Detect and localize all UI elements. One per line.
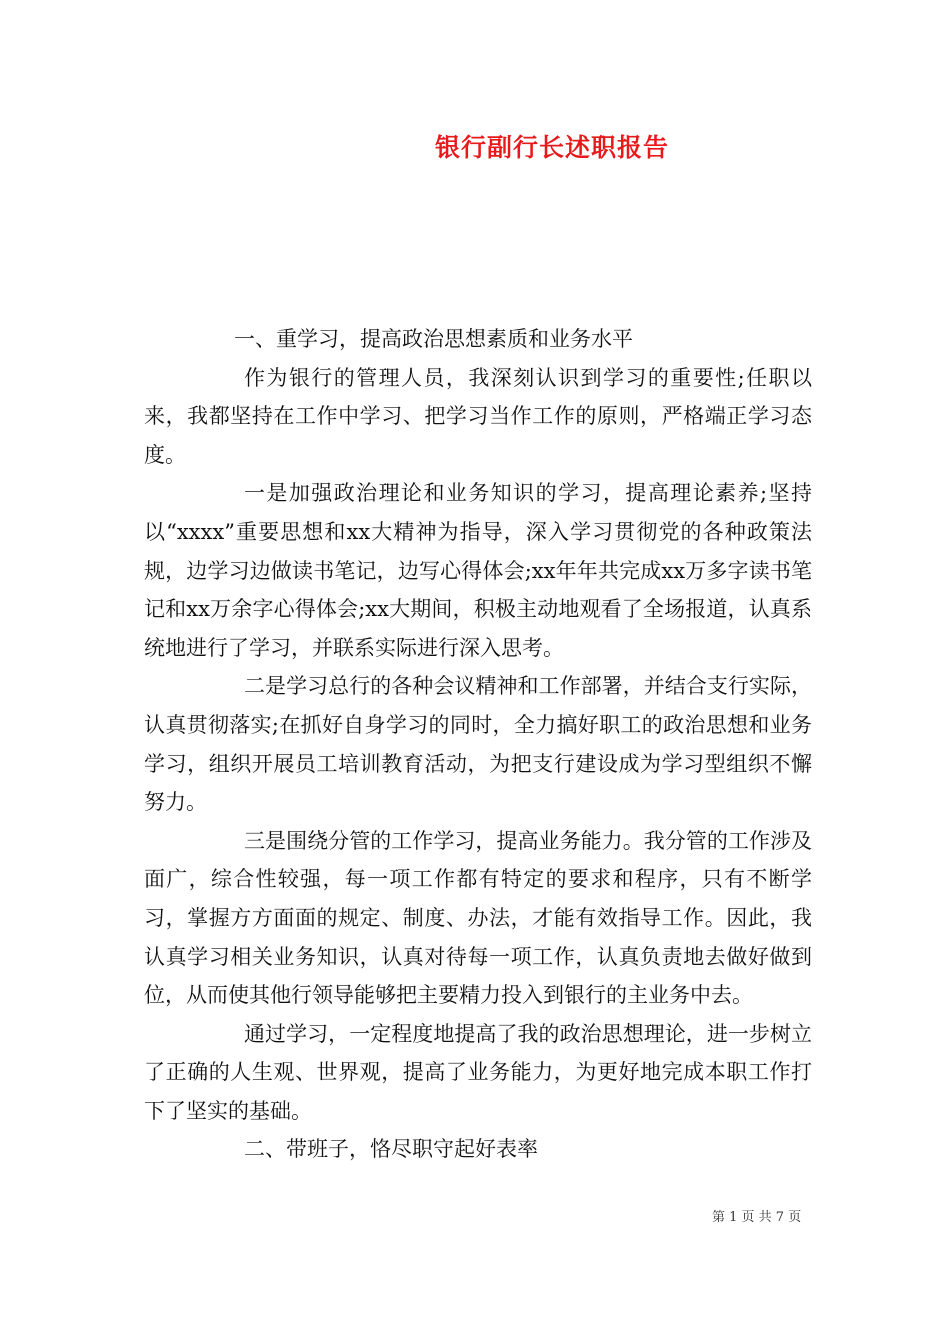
section-heading-2: 二、带班子，恪尽职守起好表率: [244, 1137, 538, 1162]
page-number-footer: 第 1 页 共 7 页: [712, 1210, 802, 1225]
section-heading-1: 一、重学习，提高政治思想素质和业务水平: [234, 327, 633, 351]
body-paragraph: 作为银行的管理人员，我深刻认识到学习的重要性;任职以来，我都坚持在工作中学习、把学习当作工作的原则，严格端正学习态度。: [144, 365, 812, 467]
body-paragraph: 通过学习，一定程度地提高了我的政治思想理论，进一步树立了正确的人生观、世界观，提高了业务能力，为更好地完成本职工作打下了坚实的基础。: [144, 1021, 812, 1123]
body-paragraph: 三是围绕分管的工作学习，提高业务能力。我分管的工作涉及面广，综合性较强，每一项工作都有特定的要求和程序，只有不断学习，掌握方方面面的规定、制度、办法，才能有效指导工作。因此，我认真学习相关业务知识，认真对待每一项工作，认真负责地去做好做到位，从而使其他行领导能够把主要精力投入到银行的主业务中去。: [144, 828, 812, 1008]
body-paragraph: 二是学习总行的各种会议精神和工作部署，并结合支行实际，认真贯彻落实;在抓好自身学习的同时，全力搞好职工的政治思想和业务学习，组织开展员工培训教育活动，为把支行建设成为学习型组织不懈努力。: [144, 674, 812, 815]
body-paragraph: 一是加强政治理论和业务知识的学习，提高理论素养;坚持以“xxxx”重要思想和xx大精神为指导，深入学习贯彻党的各种政策法规，边学习边做读书笔记，边写心得体会;xx年年共完成xx万多字读书笔记和xx万余字心得体会;xx大期间，积极主动地观看了全场报道，认真系统地进行了学习，并联系实际进行深入思考。: [144, 481, 812, 660]
document-body: [144, 320, 812, 1169]
document-title: 银行副行长述职报告: [434, 133, 669, 162]
